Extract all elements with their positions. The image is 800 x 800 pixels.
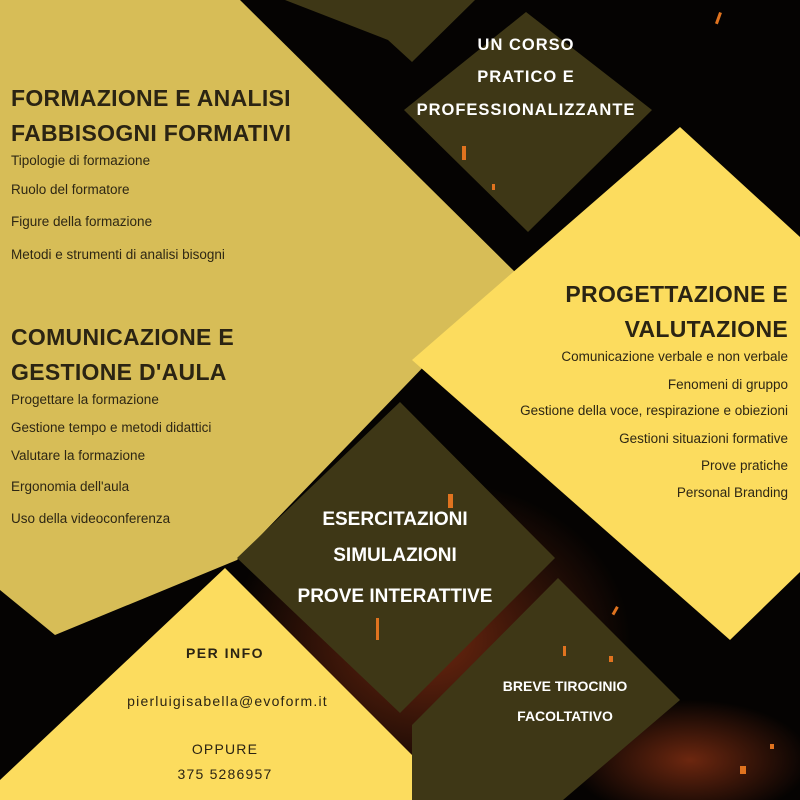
progettazione-item-2: Fenomeni di gruppo — [667, 377, 788, 392]
formazione-item-2: Ruolo del formatore — [11, 182, 130, 197]
info-email[interactable]: pierluigisabella@evoform.it — [127, 693, 328, 709]
info-title: PER INFO — [185, 645, 265, 661]
progettazione-item-3: Gestione della voce, respirazione e obiezioni — [520, 403, 788, 418]
top-banner-line-2: PRATICO E — [477, 68, 575, 86]
section-comunicazione-title-2: GESTIONE D'AULA — [11, 359, 227, 385]
top-banner-line-1: UN CORSO — [477, 36, 575, 54]
info-phone[interactable]: 375 5286957 — [177, 766, 273, 782]
comunicazione-item-2: Gestione tempo e metodi didattici — [11, 420, 212, 435]
center-line-1: ESERCITAZIONI — [322, 509, 468, 530]
formazione-item-3: Figure della formazione — [11, 214, 153, 229]
comunicazione-item-4: Ergonomia dell'aula — [11, 479, 130, 494]
comunicazione-item-1: Progettare la formazione — [11, 392, 159, 407]
section-progettazione-title-1: PROGETTAZIONE E — [565, 281, 788, 307]
tirocinio-line-2: FACOLTATIVO — [517, 708, 613, 724]
section-comunicazione-title-1: COMUNICAZIONE E — [11, 324, 234, 350]
top-banner-line-3: PROFESSIONALIZZANTE — [416, 101, 636, 119]
formazione-item-1: Tipologie di formazione — [11, 153, 151, 168]
section-formazione-title-1: FORMAZIONE E ANALISI — [11, 85, 291, 111]
progettazione-item-1: Comunicazione verbale e non verbale — [561, 349, 788, 364]
comunicazione-item-3: Valutare la formazione — [11, 448, 146, 463]
progettazione-item-4: Gestioni situazioni formative — [619, 431, 788, 446]
center-line-2: SIMULAZIONI — [333, 545, 457, 566]
progettazione-item-6: Personal Branding — [676, 485, 788, 500]
section-progettazione-title-2: VALUTAZIONE — [624, 316, 788, 342]
tirocinio-line-1: BREVE TIROCINIO — [502, 678, 628, 694]
formazione-item-4: Metodi e strumenti di analisi bisogni — [11, 247, 225, 262]
info-alt-label: OPPURE — [191, 741, 259, 757]
comunicazione-item-5: Uso della videoconferenza — [11, 511, 171, 526]
progettazione-item-5: Prove pratiche — [700, 458, 788, 473]
section-formazione-title-2: FABBISOGNI FORMATIVI — [11, 120, 292, 146]
center-line-3: PROVE INTERATTIVE — [297, 586, 493, 607]
